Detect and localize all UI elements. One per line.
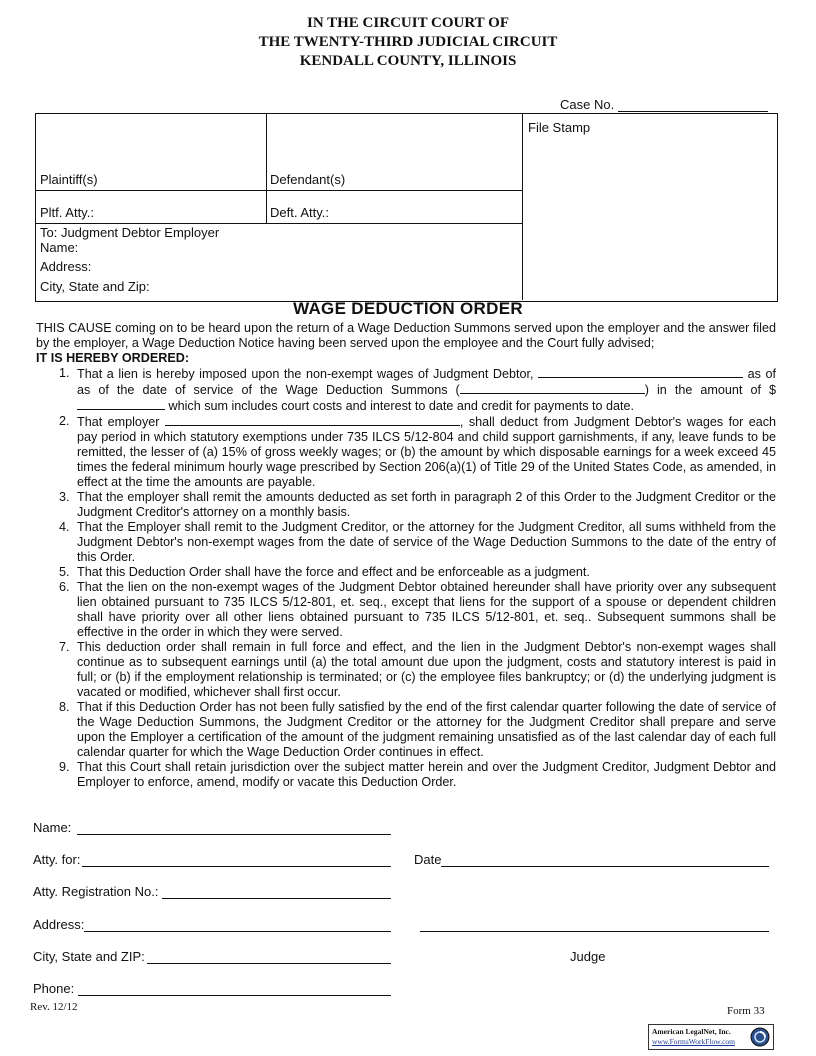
file-stamp-label: File Stamp bbox=[528, 120, 591, 135]
item-number: 8. bbox=[59, 700, 70, 714]
atty-for-input[interactable] bbox=[82, 866, 391, 867]
sig-city-label: City, State and ZIP: bbox=[33, 949, 145, 964]
order-title: WAGE DEDUCTION ORDER bbox=[293, 299, 523, 318]
order-item-7 bbox=[36, 640, 776, 700]
defendant-label: Defendant(s) bbox=[270, 172, 346, 187]
caption-box bbox=[35, 113, 778, 302]
order-body bbox=[36, 321, 776, 790]
sig-address-input[interactable] bbox=[84, 931, 391, 932]
atty-reg-input[interactable] bbox=[162, 898, 391, 899]
summons-date-field[interactable] bbox=[460, 382, 645, 394]
item-1-text-d: which sum includes court costs and interest to date and credit for payments to date. bbox=[168, 399, 635, 413]
court-header bbox=[0, 14, 816, 71]
item-6-text: That the lien on the non-exempt wages of the Judgment Debtor obtained hereunder shall have priority over any subsequent lien obtained pursuant to 735 ILCS 5/12-801, et. seq., except that liens for the support of a spouse or dependent children shall have priority over all other liens obtained pursuant to 735 ILCS 5/12-801, et. seq.. Subsequent summons shall be effective in the order in which they were served. bbox=[77, 580, 776, 639]
item-number: 6. bbox=[59, 580, 70, 594]
item-number: 5. bbox=[59, 565, 70, 579]
employer-address-label: Address: bbox=[40, 259, 92, 274]
judge-label: Judge bbox=[570, 949, 606, 964]
amount-field[interactable] bbox=[77, 398, 165, 410]
item-1-text-a: That a lien is hereby imposed upon the non-exempt wages of Judgment Debtor, bbox=[77, 367, 534, 381]
order-items bbox=[36, 366, 776, 790]
sig-name-label: Name: bbox=[33, 820, 72, 835]
sig-phone-label: Phone: bbox=[33, 981, 75, 996]
revision-label: Rev. 12/12 bbox=[30, 1001, 78, 1013]
item-2-text-a: That employer bbox=[77, 415, 160, 429]
court-header-line1: IN THE CIRCUIT COURT OF bbox=[306, 15, 510, 31]
employer-field[interactable] bbox=[165, 414, 460, 426]
item-number: 9. bbox=[59, 760, 70, 774]
court-header-line3: KENDALL COUNTY, ILLINOIS bbox=[299, 53, 517, 69]
item-4-text: That the Employer shall remit to the Judgment Creditor, or the attorney for the Judgment Creditor, all sums withheld from the Judgment Debtor's non-exempt wages from the date of service of the Wage Deduction Summons to the date of the entry of this Order. bbox=[77, 520, 776, 564]
sig-address-label: Address: bbox=[33, 917, 85, 932]
order-item-3 bbox=[36, 490, 776, 520]
item-9-text: That this Court shall retain jurisdiction over the subject matter herein and over the Judgment Creditor, Judgment Debtor and Employer to enforce, amend, modify or vacate this Deduction Order. bbox=[77, 760, 776, 789]
order-item-9 bbox=[36, 760, 776, 790]
item-number: 4. bbox=[59, 520, 70, 534]
judgment-debtor-field[interactable] bbox=[538, 366, 743, 378]
logo-line2: www.FormsWorkFlow.com bbox=[652, 1037, 736, 1046]
intro-paragraph: THIS CAUSE coming on to be heard upon the return of a Wage Deduction Summons served upon the employer and the answer filed by the employer, a Wage Deduction Notice having been served upon the employee and the Court fully advised; bbox=[36, 321, 776, 350]
item-number: 7. bbox=[59, 640, 70, 654]
item-number: 3. bbox=[59, 490, 70, 504]
case-number-label: Case No. bbox=[560, 97, 615, 112]
case-number-input[interactable] bbox=[618, 99, 768, 112]
item-1-text-b: as of the date of service of the Wage Deduction Summons ( bbox=[77, 383, 460, 397]
sig-city-input[interactable] bbox=[147, 963, 391, 964]
atty-for-label: Atty. for: bbox=[33, 852, 81, 867]
logo-line1: American LegalNet, Inc. bbox=[652, 1027, 731, 1036]
atty-reg-label: Atty. Registration No.: bbox=[33, 884, 159, 899]
order-item-2 bbox=[36, 414, 776, 490]
to-employer-label: To: Judgment Debtor Employer bbox=[40, 225, 220, 240]
case-number-field bbox=[560, 97, 768, 112]
form-number: Form 33 bbox=[727, 1005, 765, 1017]
item-8-text: That if this Deduction Order has not been fully satisfied by the end of the first calendar quarter following the date of service of the Wage Deduction Summons, the Judgment Creditor or the attorney for the Judgment Creditor shall prepare and serve upon the Employer a certification of the amount of the judgment remaining unsatisfied as of the last calendar day of each full calendar quarter for which the Wage Deduction Order continues in effect. bbox=[77, 700, 776, 759]
item-1-text-c: ) in the amount of $ bbox=[644, 383, 776, 397]
ordered-heading: IT IS HEREBY ORDERED: bbox=[36, 351, 190, 365]
caption-divider-vertical bbox=[266, 113, 267, 223]
employer-name-label: Name: bbox=[40, 240, 79, 255]
item-7-text: This deduction order shall remain in full force and effect, and the lien in the Judgment Debtor's non-exempt wages shall continue as to subsequent earnings until (a) the total amount due upon the judgment, costs and statutory interest is paid in full; or (b) if the employment relationship is terminated; or (c) the employee files bankruptcy; or (d) the underlying judgment is vacated or modified, whichever shall first occur. bbox=[77, 640, 776, 699]
sig-name-input[interactable] bbox=[77, 834, 391, 835]
item-3-text: That the employer shall remit the amounts deducted as set forth in paragraph 2 of this Order to the Judgment Creditor or the Judgment Creditor's attorney on a monthly basis. bbox=[77, 490, 776, 519]
item-number: 2. bbox=[59, 414, 70, 428]
order-item-1: 1. That a lien is hereby imposed upon the non-exempt wages of Judgment Debtor, as of as of the date of service of the Wage Deduction Summons ( ) in the amount of $ which sum includes court costs and interest to date and credit for payments to date. bbox=[59, 366, 777, 413]
pltf-atty-label: Pltf. Atty.: bbox=[40, 205, 94, 220]
order-item-4 bbox=[36, 520, 776, 565]
order-item-6 bbox=[36, 580, 776, 640]
order-item-5 bbox=[36, 565, 776, 580]
globe-icon bbox=[750, 1027, 770, 1047]
date-input[interactable] bbox=[441, 866, 769, 867]
item-number: 1. bbox=[59, 366, 70, 380]
judge-signature-line[interactable] bbox=[420, 931, 769, 932]
file-stamp-divider bbox=[522, 113, 523, 300]
deft-atty-label: Deft. Atty.: bbox=[270, 205, 330, 220]
sig-phone-input[interactable] bbox=[78, 995, 391, 996]
order-item-8 bbox=[36, 700, 776, 760]
item-5-text: That this Deduction Order shall have the force and effect and be enforceable as a judgment. bbox=[77, 565, 590, 579]
date-label: Date bbox=[414, 852, 442, 867]
plaintiff-label: Plaintiff(s) bbox=[40, 172, 98, 187]
item-2-text-b: , shall deduct from Judgment Debtor's wages for each pay period in which statutory exemptions under 735 ILCS 5/12-804 and child support garnishments, if any, leave funds to be remitted, the lesser of (a) 15% of gross weekly wages; or (b) the amount by which disposable earnings for a week exceed 45 times the federal minimum hourly wage prescribed by Section 206(a)(1) of Title 29 of the United States Code, as amended, in effect at the time the amounts are payable. bbox=[77, 415, 777, 489]
caption-divider-1 bbox=[35, 190, 523, 191]
court-header-line2: THE TWENTY-THIRD JUDICIAL CIRCUIT bbox=[258, 34, 558, 50]
legalnet-logo[interactable] bbox=[648, 1024, 774, 1050]
employer-city-label: City, State and Zip: bbox=[40, 279, 150, 294]
caption-divider-2 bbox=[35, 223, 523, 224]
